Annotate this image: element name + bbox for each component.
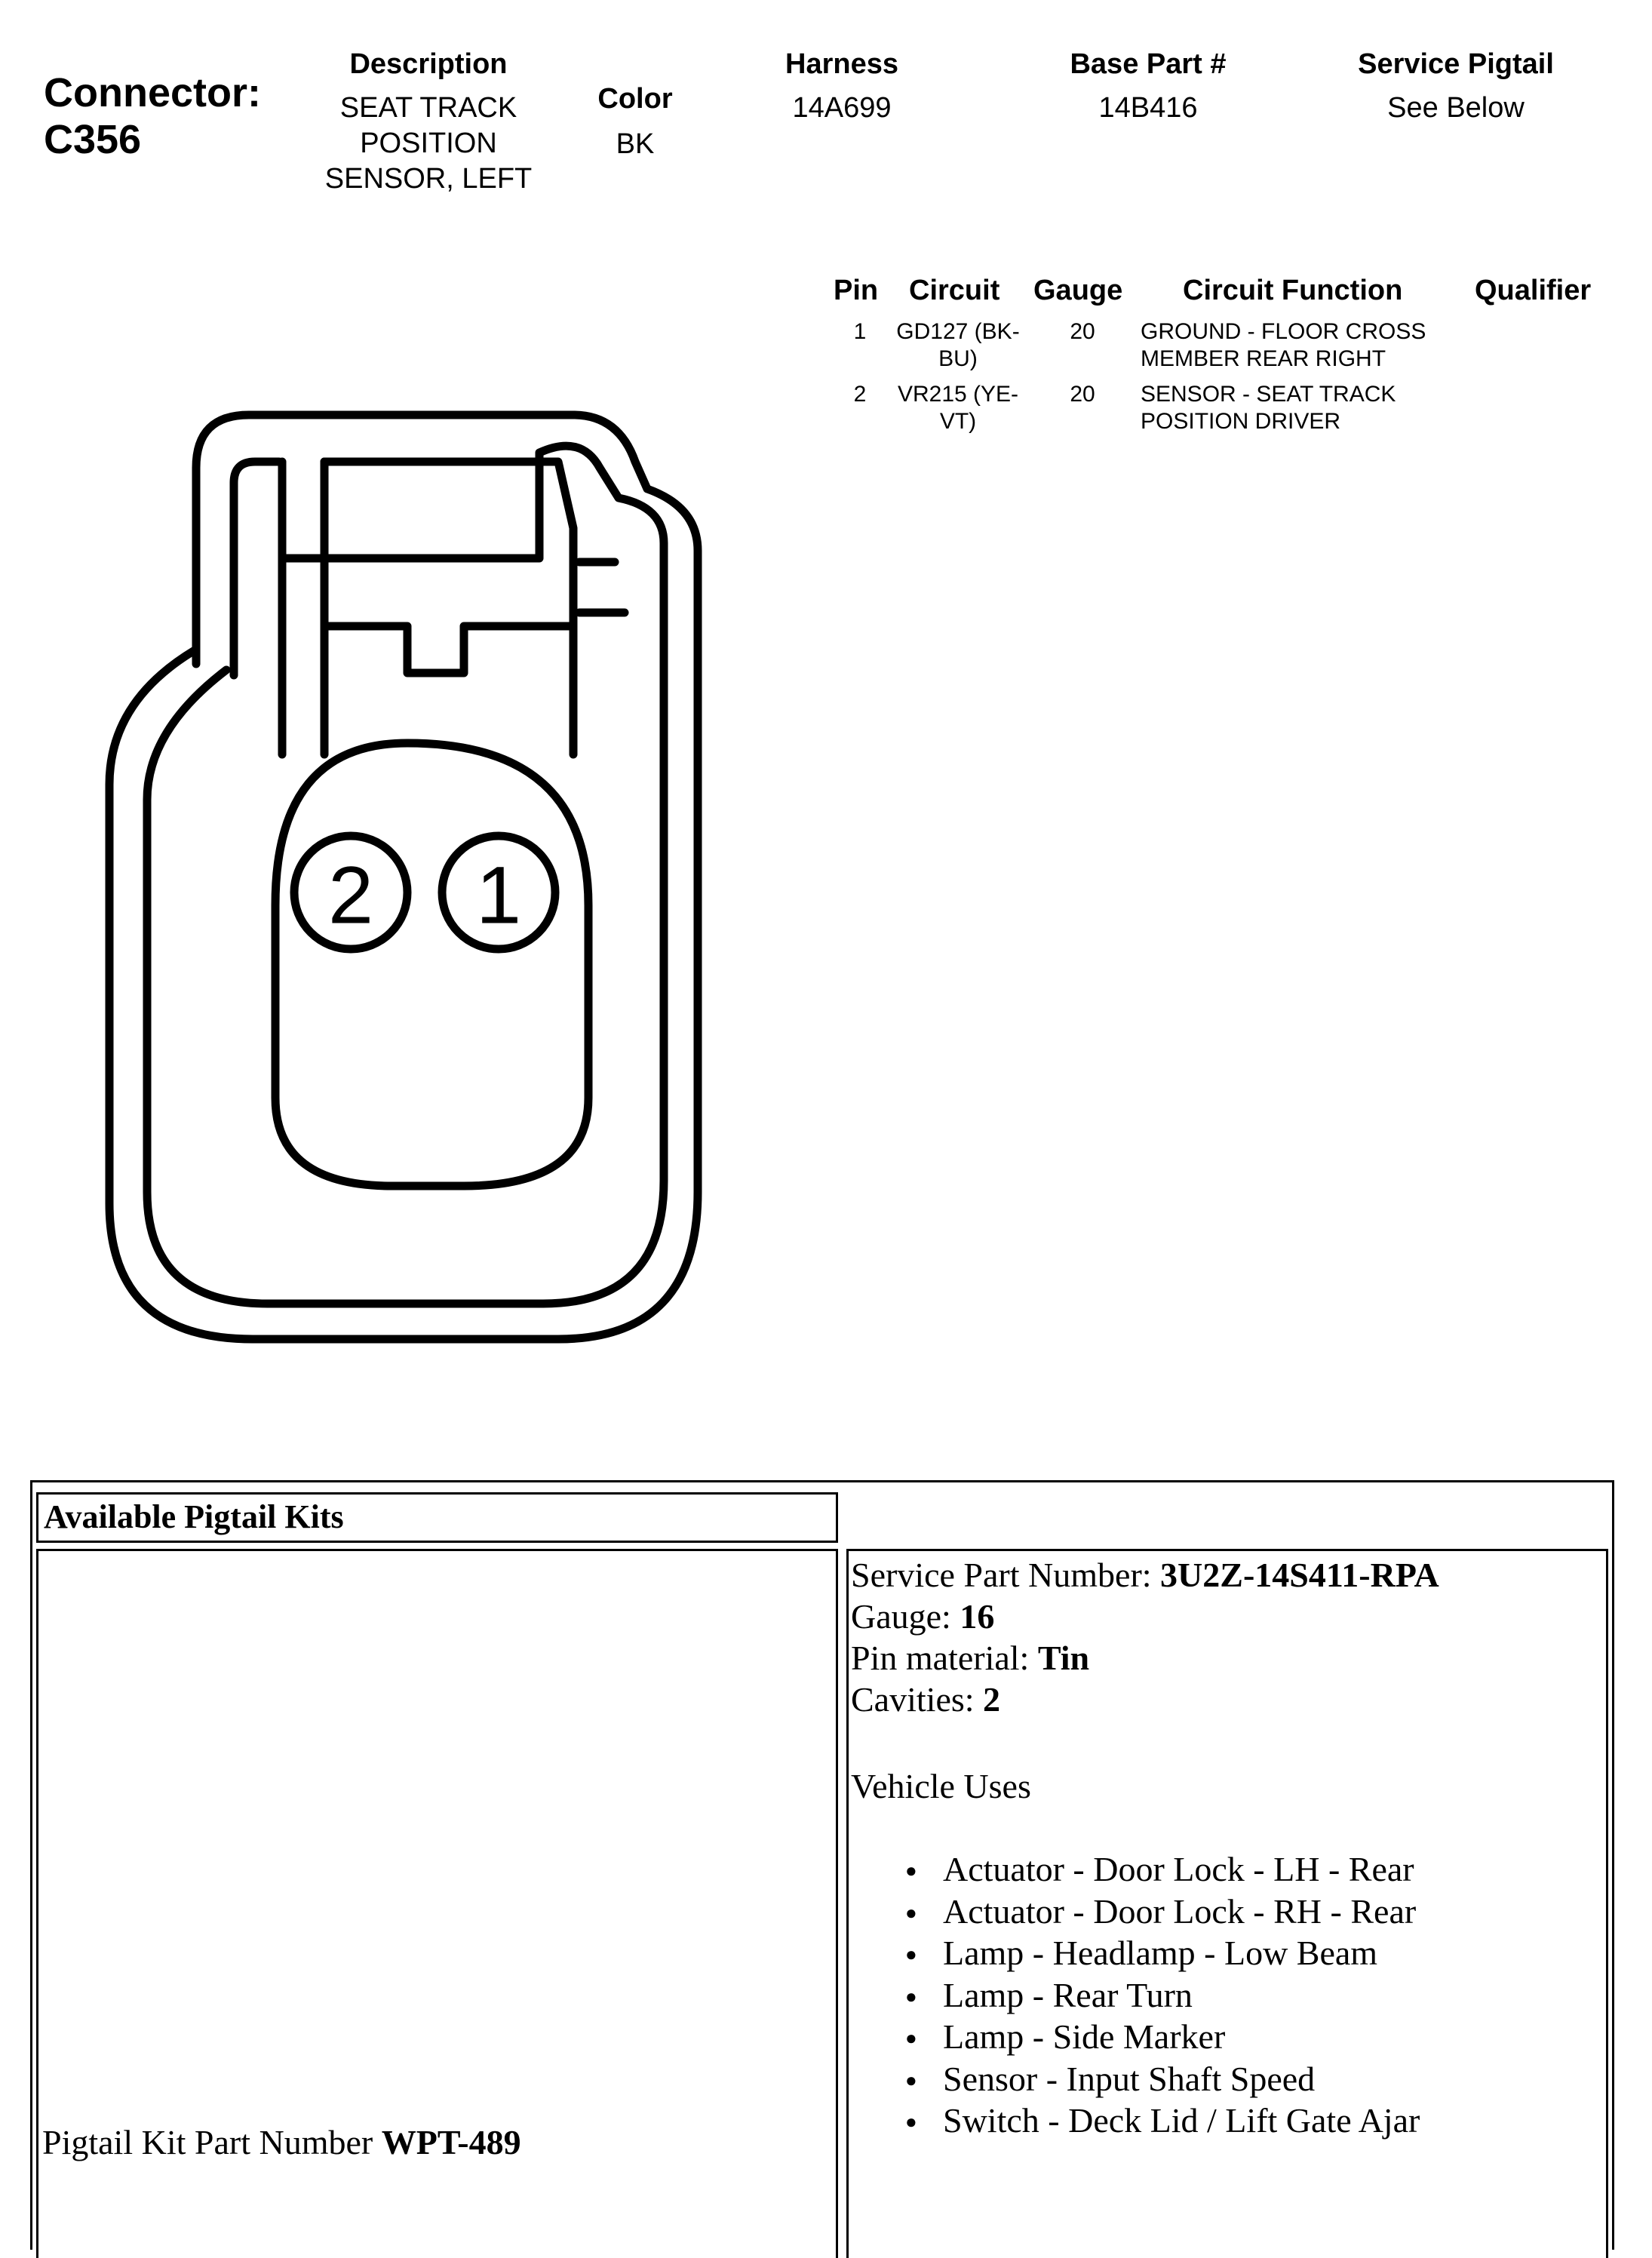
description-header: Description — [349, 48, 508, 80]
gauge-column-header: Gauge — [1033, 275, 1123, 306]
latch-tab — [324, 626, 573, 673]
service-part-line — [851, 1554, 1439, 1596]
color-header: Color — [597, 83, 673, 115]
cavities-value: 2 — [983, 1680, 1001, 1719]
pin-cavity-body — [275, 743, 588, 1186]
function-line: GROUND - FLOOR CROSS — [1141, 319, 1426, 344]
pigtail-kits-title: Available Pigtail Kits — [44, 1498, 344, 1535]
pin-1-label: 1 — [475, 849, 522, 941]
pin-column-header: Pin — [834, 275, 879, 306]
circuit-line: VT) — [939, 409, 977, 434]
kit-part-value: WPT-489 — [381, 2123, 521, 2161]
service-pigtail-header: Service Pigtail — [1358, 48, 1554, 80]
list-item: ● Lamp - Headlamp - Low Beam — [905, 1932, 1420, 1974]
circuit-column-header: Circuit — [909, 275, 1000, 306]
list-item: ● Sensor - Input Shaft Speed — [905, 2058, 1420, 2100]
vehicle-uses-list — [905, 1848, 1420, 2142]
base-part-header: Base Part # — [1070, 48, 1227, 80]
function-line: SENSOR - SEAT TRACK — [1141, 382, 1396, 407]
pin-material-line — [851, 1637, 1439, 1679]
circuit-function-cell — [1141, 381, 1396, 435]
circuit-cell — [883, 381, 1033, 435]
gauge-cell: 20 — [1070, 319, 1095, 344]
pin-material-label: Pin material: — [851, 1639, 1038, 1677]
circuit-line: VR215 (YE- — [897, 382, 1019, 407]
description-line: SENSOR, LEFT — [324, 163, 533, 195]
list-item: ● Actuator - Door Lock - RH - Rear — [905, 1891, 1420, 1933]
pin-number-cell: 1 — [853, 319, 867, 344]
housing-inner-outline — [234, 462, 279, 675]
color-value: BK — [616, 128, 655, 160]
gauge-line — [851, 1596, 1439, 1637]
service-part-label: Service Part Number: — [851, 1556, 1161, 1594]
cavities-line — [851, 1679, 1439, 1720]
connector-label: Connector: — [44, 70, 261, 115]
base-part-value: 14B416 — [1098, 92, 1198, 124]
description-line: SEAT TRACK — [339, 92, 517, 124]
harness-value: 14A699 — [792, 92, 892, 124]
function-line: POSITION DRIVER — [1141, 409, 1341, 434]
pin-material-value: Tin — [1037, 1639, 1090, 1677]
circuit-line: BU) — [938, 346, 978, 371]
connector-id: C356 — [44, 117, 142, 162]
gauge-cell: 20 — [1070, 382, 1095, 407]
service-pigtail-value: See Below — [1387, 92, 1525, 124]
circuit-function-cell — [1141, 318, 1426, 373]
harness-header: Harness — [785, 48, 898, 80]
connector-face-diagram — [91, 400, 717, 1358]
pigtail-details — [851, 1554, 1439, 1720]
kit-part-label: Pigtail Kit Part Number — [42, 2123, 382, 2161]
gauge-value: 16 — [960, 1597, 995, 1636]
pigtail-kit-part-number — [42, 2121, 521, 2163]
circuit-line: GD127 (BK- — [896, 319, 1020, 344]
description-value — [278, 91, 579, 197]
circuit-function-column-header: Circuit Function — [1183, 275, 1403, 306]
connector-heading — [44, 69, 261, 163]
list-item: ● Lamp - Side Marker — [905, 2016, 1420, 2058]
cavities-label: Cavities: — [851, 1680, 984, 1719]
vehicle-uses-heading: Vehicle Uses — [851, 1767, 1031, 1805]
service-part-value: 3U2Z-14S411-RPA — [1160, 1556, 1439, 1594]
description-line: POSITION — [360, 127, 497, 159]
qualifier-column-header: Qualifier — [1475, 275, 1592, 306]
gauge-label: Gauge: — [851, 1597, 960, 1636]
pin-2-label: 2 — [327, 849, 374, 941]
circuit-cell — [883, 318, 1033, 373]
list-item: ● Actuator - Door Lock - LH - Rear — [905, 1848, 1420, 1891]
list-item: ● Lamp - Rear Turn — [905, 1974, 1420, 2017]
list-item: ● Switch - Deck Lid / Lift Gate Ajar — [905, 2100, 1420, 2142]
function-line: MEMBER REAR RIGHT — [1141, 346, 1386, 371]
pin-number-cell: 2 — [853, 382, 867, 407]
